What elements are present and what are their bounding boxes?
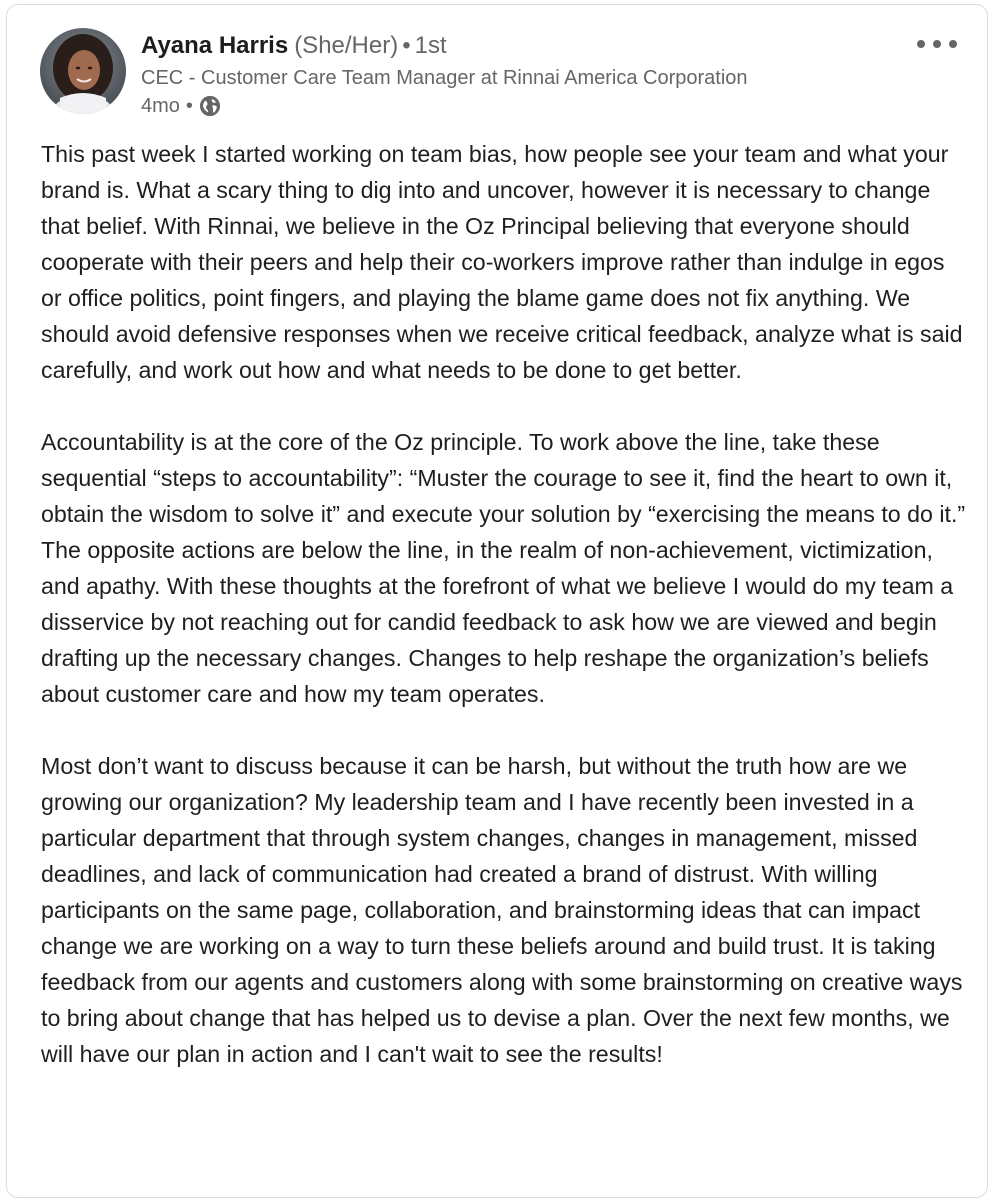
- author-name[interactable]: Ayana Harris: [141, 32, 289, 59]
- post-header: [141, 31, 927, 120]
- author-name-line: [141, 31, 927, 61]
- post-time: 4mo: [141, 95, 180, 117]
- more-dot: [917, 40, 925, 48]
- post-body: [41, 136, 971, 1072]
- more-dot: [933, 40, 941, 48]
- globe-icon: [199, 95, 221, 117]
- post-card: [6, 4, 988, 1198]
- meta-separator: •: [185, 95, 193, 117]
- avatar-photo: [40, 28, 126, 114]
- more-dot: [949, 40, 957, 48]
- post-meta: [141, 92, 927, 120]
- name-separator: •: [402, 32, 411, 59]
- more-options-icon[interactable]: [917, 33, 957, 55]
- author-avatar[interactable]: [40, 28, 126, 114]
- author-headline: CEC - Customer Care Team Manager at Rinnai America Corporation: [141, 67, 748, 89]
- author-pronouns: (She/Her): [294, 32, 399, 59]
- post-paragraph: Most don’t want to discuss because it can be harsh, but without the truth how are we growing our organization? My leadership team and I have recently been invested in a particular department that through system changes, changes in management, missed deadlines, and lack of communication had created a brand of distrust. With willing participants on the same page, collaboration, and brainstorming ideas that can impact change we are working on a way to turn these beliefs around and build trust. It is taking feedback from our agents and customers along with some brainstorming on creative ways to bring about change that has helped us to devise a plan. Over the next few months, we will have our plan in action and I can't wait to see the results!: [41, 753, 963, 1067]
- post-paragraph: Accountability is at the core of the Oz principle. To work above the line, take these sequential “steps to accountability”: “Muster the courage to see it, find the heart to own it, obtain the wisdom to solve it” and execute your solution by “exercising the means to do it.” The opposite actions are below the line, in the realm of non-achievement, victimization, and apathy. With these thoughts at the forefront of what we believe I would do my team a disservice by not reaching out for candid feedback to ask how we are viewed and begin drafting up the necessary changes. Changes to help reshape the organization’s beliefs about customer care and how my team operates.: [41, 429, 966, 707]
- connection-degree: 1st: [414, 32, 447, 59]
- post-paragraph: This past week I started working on team bias, how people see your team and what your brand is. What a scary thing to dig into and uncover, however it is necessary to change that belief. With Rinnai, we believe in the Oz Principal believing that everyone should cooperate with their peers and help their co-workers improve rather than indulge in egos or office politics, point fingers, and playing the blame game does not fix anything. We should avoid defensive responses when we receive critical feedback, analyze what is said carefully, and work out how and what needs to be done to get better.: [41, 141, 963, 383]
